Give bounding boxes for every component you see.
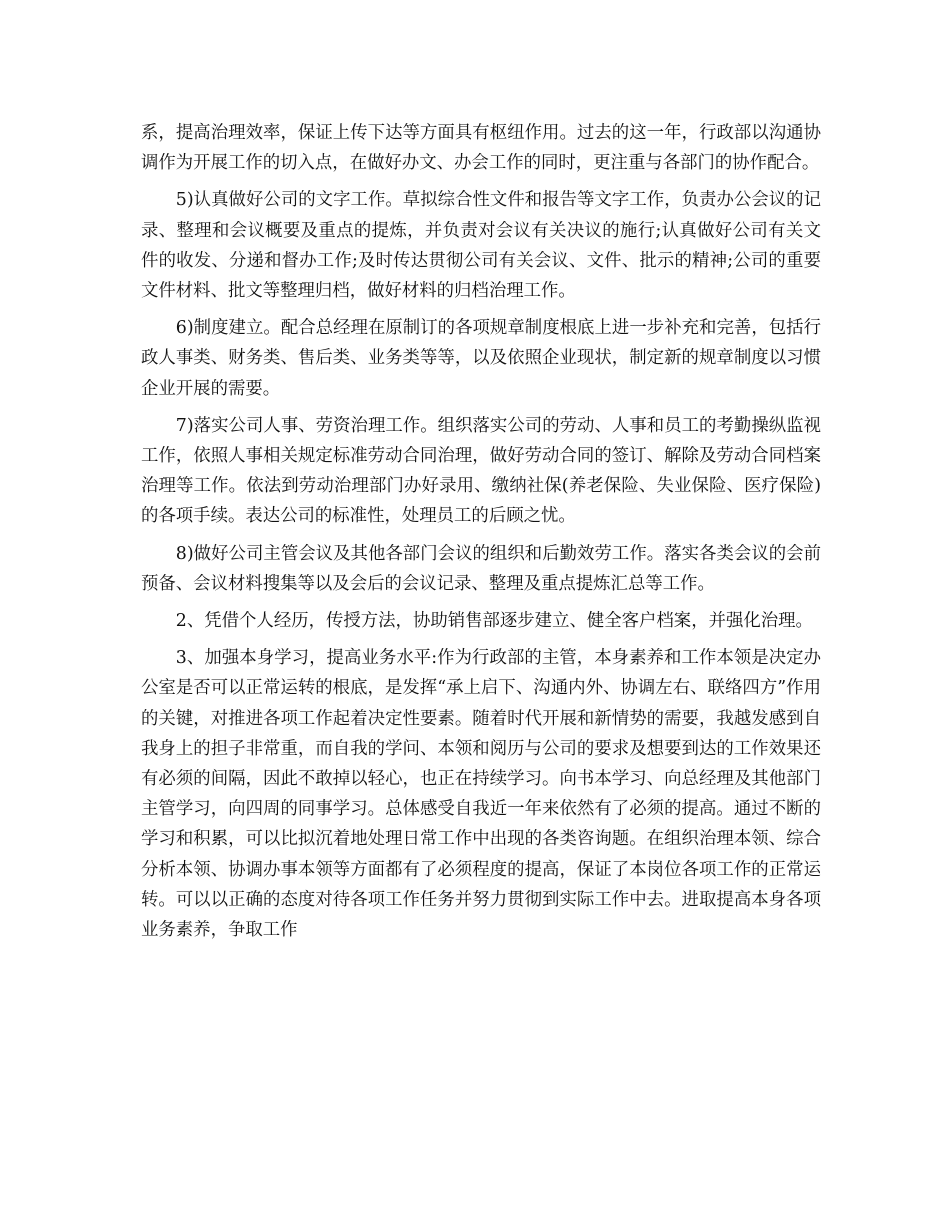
paragraph-point-2: 2、凭借个人经历，传授方法，协助销售部逐步建立、健全客户档案，并强化治理。: [175, 611, 813, 632]
paragraph-item-7: 7)落实公司人事、劳资治理工作。组织落实公司的劳动、人事和员工的考勤操纵监视工作，依照人事相关规定标准劳动合同治理，做好劳动合同的签订、解除及劳动合同档案治理等工作。依法到劳动治理部门办好录用、缴纳社保(养老保险、失业保险、医疗保险)的各项手续。表达公司的标准性，处理员工的后顾之忧。: [141, 415, 821, 527]
paragraph-point-3: 3、加强本身学习，提高业务水平:作为行政部的主管，本身素养和工作本领是决定办公室是否可以正常运转的根底，是发挥“承上启下、沟通内外、协调左右、联络四方”作用的关键，对推进各项工作起着决定性要素。随着时代开展和新情势的需要，我越发感到自我身上的担子非常重，而自我的学问、本领和阅历与公司的要求及想要到达的工作效果还有必须的间隔，因此不敢掉以轻心，也正在持续学习。向书本学习、向总经理及其他部门主管学习，向四周的同事学习。总体感受自我近一年来依然有了必须的提高。通过不断的学习和积累，可以比拟沉着地处理日常工作中出现的各类咨询题。在组织治理本领、综合分析本领、协调办事本领等方面都有了必须程度的提高，保证了本岗位各项工作的正常运转。可以以正确的态度对待各项工作任务并努力贯彻到实际工作中去。进取提高本身各项业务素养，争取工作: [141, 648, 821, 941]
paragraph-item-6: 6)制度建立。配合总经理在原制订的各项规章制度根底上进一步补充和完善，包括行政人事类、财务类、售后类、业务类等等，以及依照企业现状，制定新的规章制度以习惯企业开展的需要。: [141, 318, 821, 399]
document-body: [141, 118, 821, 952]
paragraph-intro-continuation: 系，提高治理效率，保证上传下达等方面具有枢纽作用。过去的这一年，行政部以沟通协调作为开展工作的切入点，在做好办文、办会工作的同时，更注重与各部门的协作配合。: [141, 123, 821, 174]
paragraph-item-8: 8)做好公司主管会议及其他各部门会议的组织和后勤效劳工作。落实各类会议的会前预备、会议材料搜集等以及会后的会议记录、整理及重点提炼汇总等工作。: [141, 543, 821, 594]
paragraph-item-5: 5)认真做好公司的文字工作。草拟综合性文件和报告等文字工作，负责办公会议的记录、整理和会议概要及重点的提炼，并负责对会议有关决议的施行;认真做好公司有关文件的收发、分递和督办工作;及时传达贯彻公司有关会议、文件、批示的精神;公司的重要文件材料、批文等整理归档，做好材料的归档治理工作。: [141, 190, 821, 302]
